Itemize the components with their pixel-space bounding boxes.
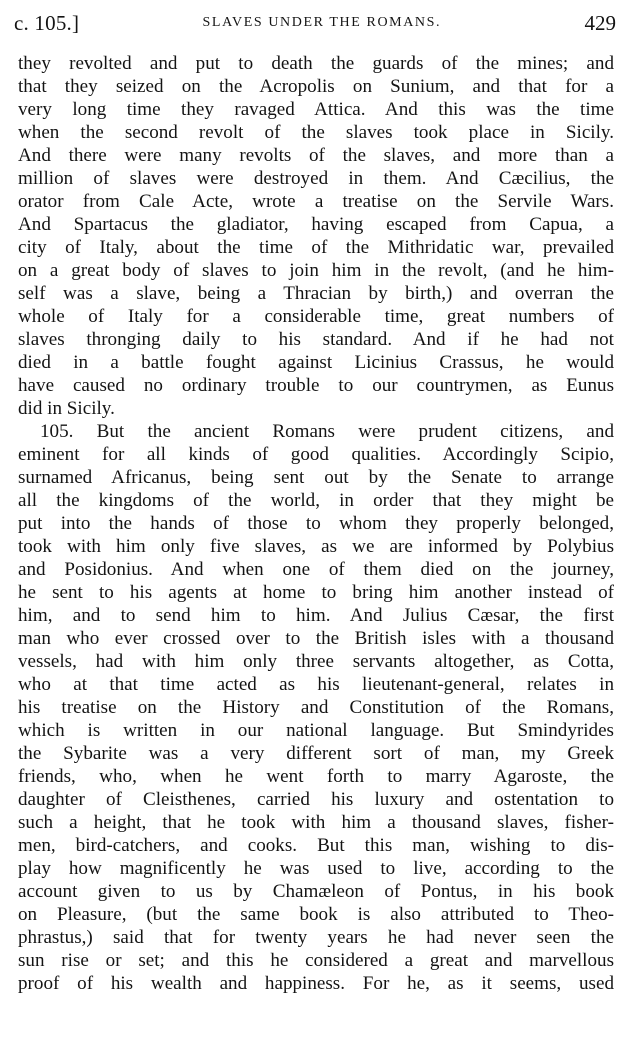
- running-title: SLAVES UNDER THE ROMANS.: [202, 15, 442, 30]
- text-line: And there were many revolts of the slaves, and more than a: [18, 145, 614, 166]
- text-line: that they seized on the Acropolis on Sunium, and that for a: [18, 76, 614, 97]
- text-line: man who ever crossed over to the British isles with a thousand: [18, 628, 614, 649]
- text-line: they revolted and put to death the guards of the mines; and: [18, 53, 614, 74]
- text-line: phrastus,) said that for twenty years he had never seen the: [18, 927, 614, 948]
- text-line: account given to us by Chamæleon of Pontus, in his book: [18, 881, 614, 902]
- body-text: [18, 52, 614, 995]
- text-line: proof of his wealth and happiness. For he, as it seems, used: [18, 973, 614, 994]
- text-line: eminent for all kinds of good qualities. Accordingly Scipio,: [18, 444, 614, 465]
- text-line: on Pleasure, (but the same book is also attributed to Theo-: [18, 904, 614, 925]
- text-line: whole of Italy for a considerable time, great numbers of: [18, 306, 614, 327]
- text-line: his treatise on the History and Constitution of the Romans,: [18, 697, 614, 718]
- text-line: play how magnificently he was used to live, according to the: [18, 858, 614, 879]
- text-line: And Spartacus the gladiator, having escaped from Capua, a: [18, 214, 614, 235]
- text-line: the Sybarite was a very different sort of man, my Greek: [18, 743, 614, 764]
- page-number: 429: [584, 10, 616, 35]
- text-line: have caused no ordinary trouble to our countrymen, as Eunus: [18, 375, 614, 396]
- text-line: friends, who, when he went forth to marry Agaroste, the: [18, 766, 614, 787]
- text-line: vessels, had with him only three servants altogether, as Cotta,: [18, 651, 614, 672]
- paragraph-start-line: 105. But the ancient Romans were prudent citizens, and: [40, 421, 614, 442]
- text-line: very long time they ravaged Attica. And this was the time: [18, 99, 614, 120]
- text-line: him, and to send him to him. And Julius Cæsar, the first: [18, 605, 614, 626]
- text-line: which is written in our national language. But Smindyrides: [18, 720, 614, 741]
- text-line: million of slaves were destroyed in them. And Cæcilius, the: [18, 168, 614, 189]
- page-header: [14, 8, 616, 38]
- text-line: on a great body of slaves to join him in the revolt, (and he him-: [18, 260, 614, 281]
- text-line: and Posidonius. And when one of them died on the journey,: [18, 559, 614, 580]
- text-line: surnamed Africanus, being sent out by the Senate to arrange: [18, 467, 614, 488]
- text-line: orator from Cale Acte, wrote a treatise on the Servile Wars.: [18, 191, 614, 212]
- text-line: city of Italy, about the time of the Mithridatic war, prevailed: [18, 237, 614, 258]
- text-line: did in Sicily.: [18, 398, 115, 419]
- text-line: took with him only five slaves, as we are informed by Polybius: [18, 536, 614, 557]
- text-line: died in a battle fought against Licinius Crassus, he would: [18, 352, 614, 373]
- text-line: men, bird-catchers, and cooks. But this man, wishing to dis-: [18, 835, 614, 856]
- text-line: daughter of Cleisthenes, carried his luxury and ostentation to: [18, 789, 614, 810]
- text-line: when the second revolt of the slaves took place in Sicily.: [18, 122, 614, 143]
- text-line: sun rise or set; and this he considered a great and marvellous: [18, 950, 614, 971]
- text-line: who at that time acted as his lieutenant-general, relates in: [18, 674, 614, 695]
- text-line: self was a slave, being a Thracian by birth,) and overran the: [18, 283, 614, 304]
- text-line: he sent to his agents at home to bring him another instead of: [18, 582, 614, 603]
- text-line: all the kingdoms of the world, in order that they might be: [18, 490, 614, 511]
- text-line: put into the hands of those to whom they properly belonged,: [18, 513, 614, 534]
- text-line: slaves thronging daily to his standard. And if he had not: [18, 329, 614, 350]
- section-marker: c. 105.]: [14, 10, 80, 35]
- text-line: such a height, that he took with him a thousand slaves, fisher-: [18, 812, 614, 833]
